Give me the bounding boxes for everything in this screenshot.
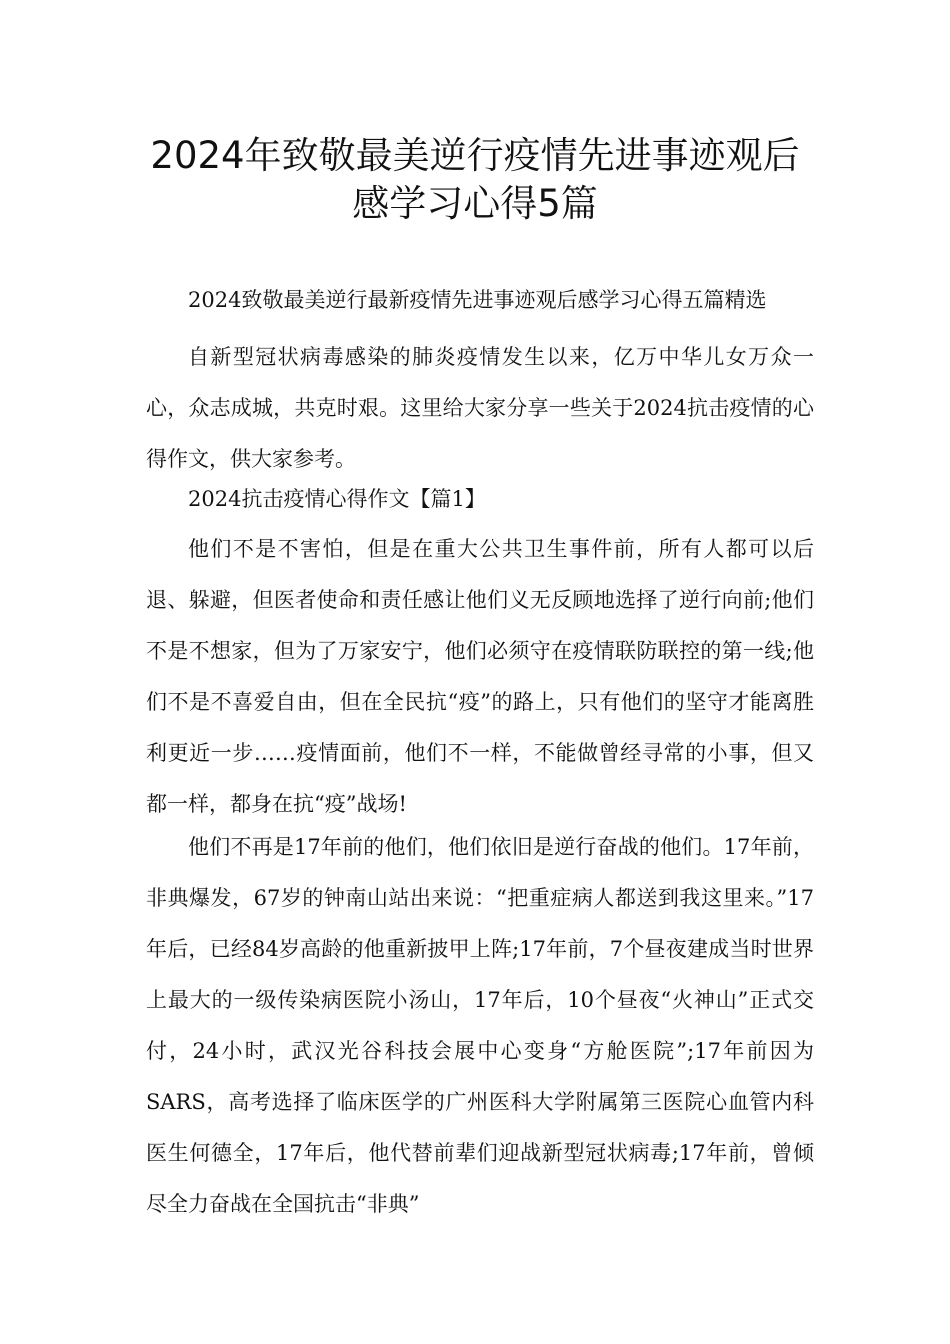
body-paragraph-1: 他们不是不害怕，但是在重大公共卫生事件前，所有人都可以后退、躲避，但医者使命和责任感让他们义无反顾地选择了逆行向前;他们不是不想家，但为了万家安宁，他们必须守在疫情联防联控的第一线;他们不是不喜爱自由，但在全民抗“疫”的路上，只有他们的坚守才能离胜利更近一步……疫情面前，他们不一样，不能做曾经寻常的小事，但又都一样，都身在抗“疫”战场!	[146, 537, 814, 816]
body-paragraph-2: 他们不再是17年前的他们，他们依旧是逆行奋战的他们。17年前，非典爆发，67岁的钟南山站出来说：“把重症病人都送到我这里来。”17年后，已经84岁高龄的他重新披甲上阵;17年前，7个昼夜建成当时世界上最大的一级传染病医院小汤山，17年后，10个昼夜“火神山”正式交付，24小时，武汉光谷科技会展中心变身“方舱医院”;17年前因为SARS，高考选择了临床医学的广州医科大学附属第三医院心血管内科医生何德全，17年后，他代替前辈们迎战新型冠状病毒;17年前，曾倾尽全力奋战在全国抗击“非典”	[146, 835, 814, 1216]
document-title-line-2: 感学习心得5篇	[352, 182, 598, 225]
document-title-line-1: 2024年致敬最美逆行疫情先进事迹观后	[150, 134, 800, 177]
section-heading: 2024抗击疫情心得作文【篇1】	[188, 487, 486, 511]
intro-paragraph: 自新型冠状病毒感染的肺炎疫情发生以来，亿万中华儿女万众一心，众志成城，共克时艰。这里给大家分享一些关于2024抗击疫情的心得作文，供大家参考。	[146, 345, 814, 471]
document-subtitle: 2024致敬最美逆行最新疫情先进事迹观后感学习心得五篇精选	[188, 288, 767, 312]
